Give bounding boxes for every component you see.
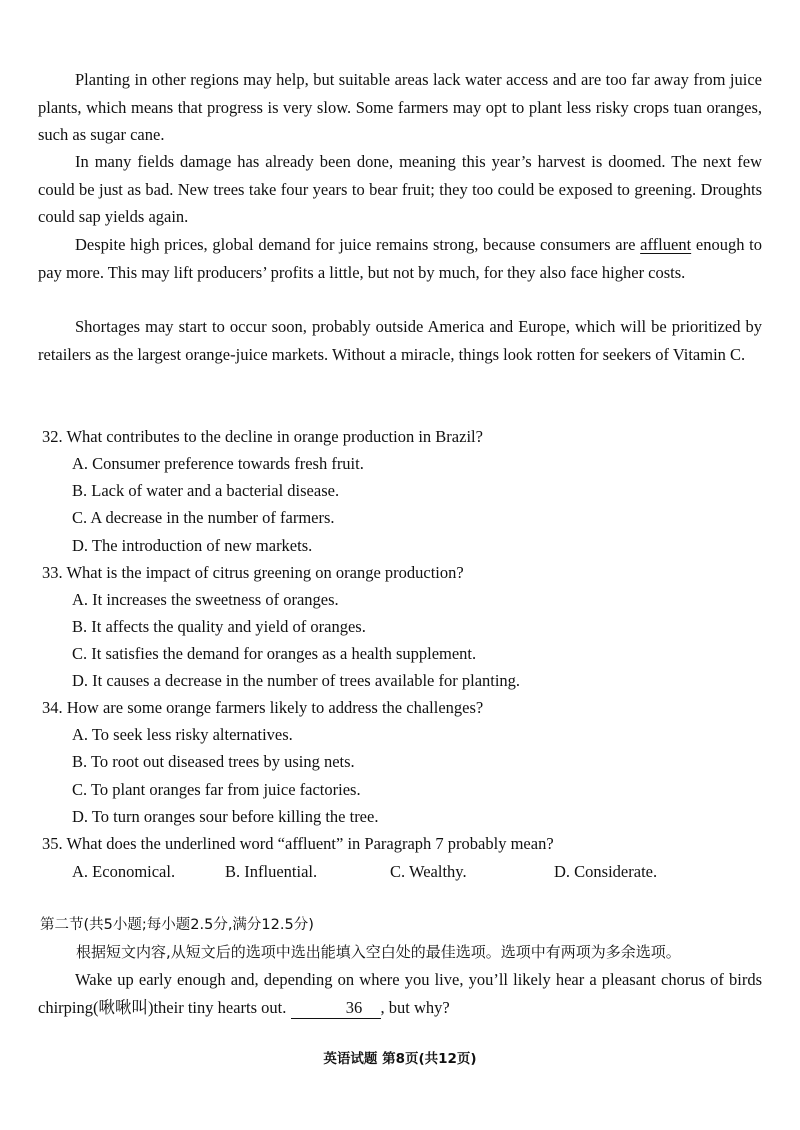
question-34-option-d: D. To turn oranges sour before killing the tree. — [72, 807, 379, 826]
question-33-option-a: A. It increases the sweetness of oranges. — [72, 590, 339, 609]
question-33-option-c: C. It satisfies the demand for oranges as a health supplement. — [72, 644, 477, 663]
question-33-stem: 33. What is the impact of citrus greening on orange production? — [42, 563, 464, 582]
section-2-header: 第二节(共5小题;每小题2.5分,满分12.5分) — [40, 917, 314, 933]
passage-paragraph-3 — [38, 231, 762, 286]
passage-paragraph-2: In many fields damage has already been done, meaning this year’s harvest is doomed. The next few could be just as bad. New trees take four years to bear fruit; they too could be exposed to greening. Droughts could sap yields again. — [38, 152, 762, 226]
question-34-option-b: B. To root out diseased trees by using nets. — [72, 752, 355, 771]
question-34-option-a: A. To seek less risky alternatives. — [72, 725, 293, 744]
question-35-option-d: D. Considerate. — [554, 862, 658, 881]
question-35-option-b: B. Influential. — [225, 862, 318, 881]
question-32-option-c: C. A decrease in the number of farmers. — [72, 508, 335, 527]
section-2-passage — [38, 966, 762, 1021]
question-35-option-a: A. Economical. — [72, 862, 176, 881]
passage-paragraph-3-part-2: enough to pay more. This may lift producers’ profits a little, but not by much, for they also face higher costs. — [38, 235, 762, 282]
underlined-word-affluent: affluent — [640, 235, 692, 254]
question-33-option-d: D. It causes a decrease in the number of trees available for planting. — [72, 671, 521, 690]
passage-paragraph-1: Planting in other regions may help, but suitable areas lack water access and are too far away from juice plants, which means that progress is very slow. Some farmers may opt to plant less risky crops tuan oranges, such as sugar cane. — [38, 70, 762, 144]
section-2-passage-text-after: , but why? — [380, 997, 450, 1017]
question-32-option-a: A. Consumer preference towards fresh fruit. — [72, 454, 364, 473]
question-32-option-d: D. The introduction of new markets. — [72, 536, 313, 555]
question-34-stem: 34. How are some orange farmers likely to address the challenges? — [42, 698, 484, 717]
page-footer: 英语试题 第8页(共12页) — [323, 1051, 477, 1067]
question-35-stem: 35. What does the underlined word “affluent” in Paragraph 7 probably mean? — [42, 834, 554, 853]
question-32-stem: 32. What contributes to the decline in orange production in Brazil? — [42, 427, 483, 446]
blank-36: 36 — [291, 998, 381, 1019]
section-2-instruction: 根据短文内容,从短文后的选项中选出能填入空白处的最佳选项。选项中有两项为多余选项。 — [76, 943, 681, 961]
passage-paragraph-3-part-1: Despite high prices, global demand for juice remains strong, because consumers are — [75, 235, 641, 254]
section-2-passage-text: Wake up early enough and, depending on where you live, you’ll likely hear a pleasant chorus of birds chirping(啾啾叫)their tiny hearts out. — [38, 970, 762, 1017]
question-33-option-b: B. It affects the quality and yield of oranges. — [72, 617, 366, 636]
question-34-option-c: C. To plant oranges far from juice factories. — [72, 780, 361, 799]
question-32-option-b: B. Lack of water and a bacterial disease. — [72, 481, 340, 500]
question-35-option-c: C. Wealthy. — [390, 862, 467, 881]
passage-paragraph-4: Shortages may start to occur soon, probably outside America and Europe, which will be prioritized by retailers as the largest orange-juice markets. Without a miracle, things look rotten for seekers of Vitamin C. — [38, 317, 762, 364]
